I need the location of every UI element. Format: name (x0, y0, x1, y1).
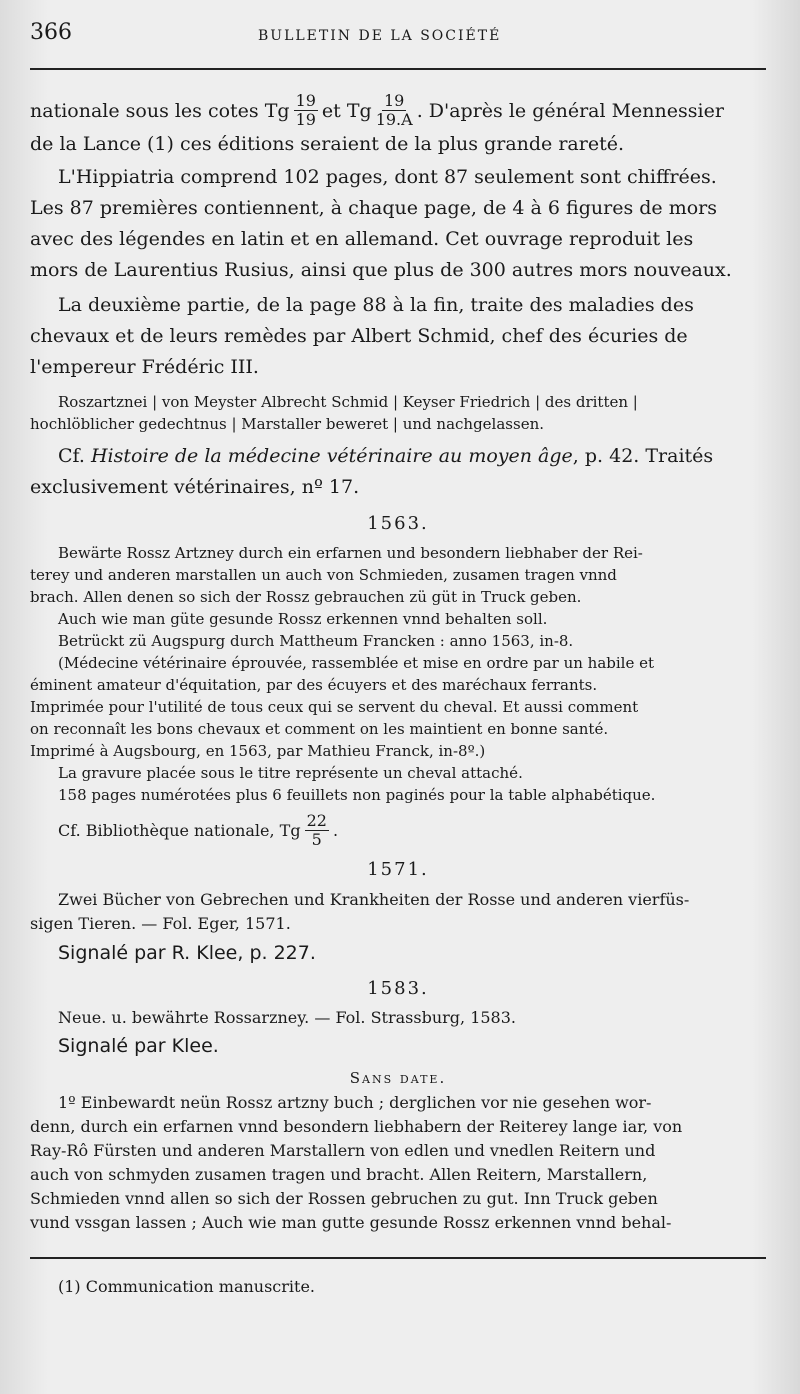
book-title-italic: Histoire de la médecine vétérinaire au moyen âge (90, 445, 573, 467)
text-line: La deuxième partie, de la page 88 à la fin, traite des maladies des (58, 294, 694, 316)
signal-klee-1583: Signalé par Klee. (58, 1035, 219, 1057)
fraction-denominator: 19.A (375, 110, 413, 129)
fraction-denominator: 19 (295, 110, 316, 129)
fraction-denominator: 5 (311, 830, 322, 849)
text-line: Imprimé à Augsbourg, en 1563, par Mathieu Franck, in-8º.) (30, 742, 486, 760)
text-line: La gravure placée sous le titre représente un cheval attaché. (58, 764, 523, 782)
year-heading-1563: 1563. (367, 513, 429, 534)
cf-text: Cf. Bibliothèque nationale, Tg (58, 821, 301, 840)
call-number-fraction-3 (305, 812, 329, 849)
text-line: l'empereur Frédéric III. (30, 356, 259, 378)
text-line: Betrückt zü Augspurg durch Mattheum Francken : anno 1563, in-8. (58, 632, 574, 650)
text-line: Les 87 premières contiennent, à chaque page, de 4 à 6 figures de mors (30, 197, 717, 219)
intro-text-b: et Tg (321, 99, 372, 122)
page-number: 366 (30, 20, 72, 45)
running-head: BULLETIN DE LA SOCIÉTÉ (258, 28, 502, 44)
text-line: éminent amateur d'équitation, par des écuyers et des maréchaux ferrants. (30, 676, 598, 694)
text-line: denn, durch ein erfarnen vnnd besondern liebhabern der Reiterey lange iar, von (30, 1117, 683, 1136)
intro-text-c: . D'après le général Mennessier (416, 99, 724, 122)
text-line: Neue. u. bewährte Rossarzney. — Fol. Strassburg, 1583. (58, 1008, 516, 1027)
signal-klee-1571: Signalé par R. Klee, p. 227. (58, 942, 316, 964)
sans-date-heading: Sans date. (349, 1069, 447, 1087)
text-line: Roszartznei | von Meyster Albrecht Schmid | Keyser Friedrich | des dritten | (58, 393, 638, 411)
year-heading-1583: 1583. (367, 978, 429, 999)
page-header (30, 20, 766, 60)
text-line: (Médecine vétérinaire éprouvée, rassemblée et mise en ordre par un habile et (58, 654, 655, 672)
text-line: L'Hippiatria comprend 102 pages, dont 87 seulement sont chiffrées. (58, 166, 717, 188)
fraction-numerator: 22 (306, 811, 327, 830)
text-line: 158 pages numérotées plus 6 feuillets non paginés pour la table alphabétique. (58, 786, 656, 804)
fraction-numerator: 19 (295, 91, 316, 110)
text-line: Zwei Bücher von Gebrechen und Krankheiten der Rosse und anderen vierfüs- (58, 890, 690, 909)
paragraph-roszartznei (30, 391, 766, 435)
text-line: Imprimée pour l'utilité de tous ceux qui se servent du cheval. Et aussi comment (30, 698, 639, 716)
entry-1571 (30, 888, 766, 936)
text-line: avec des légendes en latin et en allemand. Cet ouvrage reproduit les (30, 228, 694, 250)
text-line: Auch wie man güte gesunde Rossz erkennen vnnd behalten soll. (58, 610, 548, 628)
text-line: terey und anderen marstallen un auch von Schmieden, zusamen tragen vnnd (30, 566, 617, 584)
call-number-fraction-2 (376, 92, 413, 129)
year-heading-1571: 1571. (367, 859, 429, 880)
fraction-numerator: 19 (384, 91, 405, 110)
cf-bibliotheque-line (30, 812, 766, 849)
entry-1583 (30, 1007, 766, 1029)
text-line: Schmieden vnnd allen so sich der Rossen gebruchen zu gut. Inn Truck geben (30, 1189, 658, 1208)
text-line: auch von schmyden zusamen tragen und bracht. Allen Reitern, Marstallern, (30, 1165, 648, 1184)
text-line: Bewärte Rossz Artzney durch ein erfarnen und besondern liebhaber der Rei- (58, 544, 643, 562)
cf-label: Cf. (58, 445, 85, 467)
text-line: chevaux et de leurs remèdes par Albert Schmid, chef des écuries de (30, 325, 688, 347)
footnote: (1) Communication manuscrite. (58, 1277, 316, 1296)
intro-line-2: de la Lance (1) ces éditions seraient de la plus grande rareté. (30, 133, 624, 155)
paragraph-deuxieme-partie (30, 290, 766, 383)
cf-text: , p. 42. Traités (572, 445, 714, 467)
text-line: brach. Allen denen so sich der Rossz gebrauchen zü güt in Truck geben. (30, 588, 582, 606)
call-number-fraction-1 (294, 92, 318, 129)
period: . (332, 821, 339, 840)
text-line: sigen Tieren. — Fol. Eger, 1571. (30, 914, 291, 933)
intro-text-a: nationale sous les cotes Tg (30, 99, 290, 122)
intro-line-1 (30, 92, 766, 129)
text-line: exclusivement vétérinaires, nº 17. (30, 476, 360, 498)
paragraph-hippiatria (30, 162, 766, 286)
text-line: Ray-Rô Fürsten und anderen Marstallern von edlen und vnedlen Reitern und (30, 1141, 656, 1160)
text-line (30, 441, 766, 472)
paragraph-cf-histoire (30, 441, 766, 503)
footnote-rule (30, 1257, 766, 1259)
entry-1563 (30, 542, 766, 806)
entry-sans-date (30, 1091, 766, 1235)
text-line: 1º Einbewardt neün Rossz artzny buch ; derglichen vor nie gesehen wor- (58, 1093, 652, 1112)
text-line: mors de Laurentius Rusius, ainsi que plus de 300 autres mors nouveaux. (30, 259, 732, 281)
text-line: on reconnaît les bons chevaux et comment on les maintient en bonne santé. (30, 720, 609, 738)
header-rule (30, 68, 766, 70)
text-line: vund vssgan lassen ; Auch wie man gutte gesunde Rossz erkennen vnnd behal- (30, 1213, 672, 1232)
text-line: hochlöblicher gedechtnus | Marstaller beweret | und nachgelassen. (30, 415, 544, 433)
